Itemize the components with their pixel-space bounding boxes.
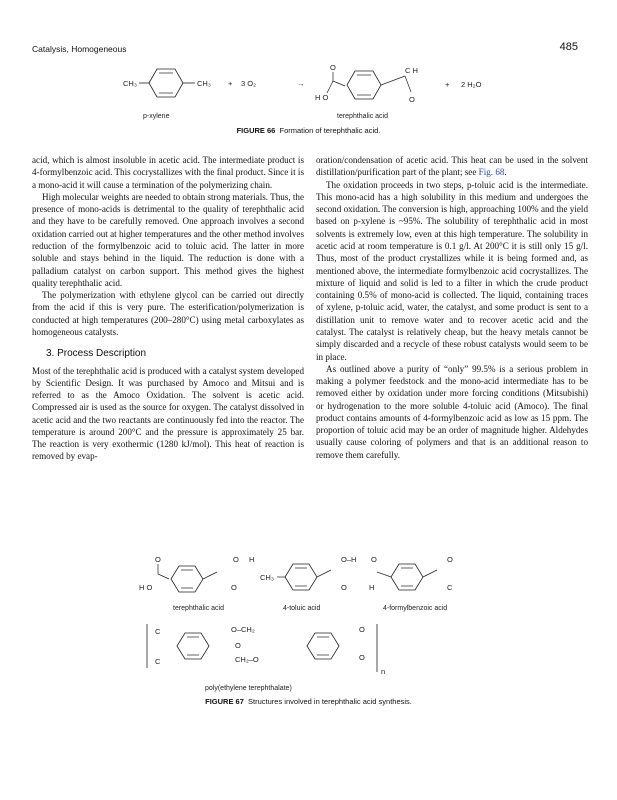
atom-o: O (359, 653, 365, 662)
bond-line (423, 570, 437, 577)
product-o-top: O (330, 63, 336, 72)
bond-line (327, 81, 333, 93)
atom-oh: O–H (341, 555, 357, 564)
product-ho: H O (315, 93, 329, 102)
atom-o: O (155, 555, 161, 564)
bond-line (381, 76, 405, 85)
reactant-ch3-left: CH₃ (123, 79, 137, 88)
paragraph: Most of the terephthalic acid is produced with a catalyst system developed by Scientific Design. It was purchased by Amoco and Mitsui and is referred to as the Amoco Oxidation. The solvent is acetic acid. Compressed air is used as the source for oxygen. The catalyst dissolved in acetic acid and the two reactants are continuously fed into the reactor. The temperature is around 200°C and the pressure is approximately 25 bar. The reaction is very exothermic (1280 kJ/mol). This heat of reaction is removed by evap- (32, 365, 304, 462)
atom-c: C (447, 583, 453, 592)
label-terephthalic-acid: terephthalic acid (337, 113, 388, 120)
figure-67-caption-text: Structures involved in terephthalic acid synthesis. (248, 697, 412, 706)
product-o-bottom: O (409, 95, 415, 104)
atom-o: O (231, 583, 237, 592)
label-pet: poly(ethylene terephthalate) (205, 685, 292, 692)
atom-h: H (249, 555, 255, 564)
label-4-toluic-acid: 4-toluic acid (283, 605, 321, 612)
bond-line (158, 574, 169, 579)
atom-o: O (341, 583, 347, 592)
repeat-n: n (381, 667, 386, 676)
section-heading: 3. Process Description (46, 348, 147, 360)
product-c-h: C H (405, 66, 418, 75)
atom-o: O (447, 555, 453, 564)
page-number: 485 (559, 41, 578, 53)
bond-line (333, 81, 345, 86)
reactant-ch3-right: CH₃ (197, 79, 211, 88)
figure-67-label: FIGURE 67 (205, 697, 244, 706)
paragraph-end: . (504, 167, 507, 178)
plus-sign: + (228, 79, 233, 88)
water-product: 2 H₂O (461, 80, 482, 89)
paragraph-text: oration/condensation of acetic acid. This heat can be used in the solvent distillation/purification part of the plant; see (316, 155, 588, 178)
reaction-arrow: → (297, 79, 305, 88)
paragraph: As outlined above a purity of “only” 99.5% is a serious problem in making a polymer feedstock and the mono-acid intermediate has to be removed either by oxidation under more forcing conditions (Mitsubishi) or hydrogenation to the more soluble 4-toluic acid (Amoco). The final product contains amounts of 4-formylbenzoic acid as low as 15 ppm. The proportion of toluic acid may be an order of magnitude higher. Aldehydes usually cause coloring of polymers and that is an additional reason to remove them carefully. (316, 363, 588, 460)
ch2-ether: CH₂–O (235, 655, 259, 664)
figure-67-caption (0, 697, 617, 706)
paragraph (316, 154, 588, 179)
bond-line (317, 570, 331, 577)
figure-68-link[interactable]: Fig. 68 (478, 167, 505, 178)
atom-c: C (155, 627, 161, 636)
label-p-xylene: p-xylene (143, 113, 170, 120)
bond-line (377, 572, 391, 577)
running-title: Catalysis, Homogeneous (32, 44, 127, 54)
methyl: CH₃ (260, 573, 274, 582)
atom-o: O (359, 625, 365, 634)
figure-67-structures (125, 548, 495, 696)
figure-66-reaction (115, 56, 515, 122)
ether-ch2: O–CH₂ (231, 625, 255, 634)
label-4-formylbenzoic-acid: 4-formylbenzoic acid (383, 605, 448, 612)
paragraph: The oxidation proceeds in two steps, p-toluic acid is the intermediate. This mono-acid has a high solubility in this medium and undergoes the second oxidation. The conversion is high, approaching 100% and the yield based on p-xylene is ~95%. The solubility of terephthalic acid in most solvents is extremely low, even at this high temperature. The solubility in acetic acid at room temperature is 0.1 g/l. At 200°C it is still only 15 g/l. Thus, most of the product crystallizes while it is being formed and, as mentioned above, the intermediate formylbenzoic acid cocrystallizes. The mixture of liquid and solid is led to a filter in which the crude product containing 0.5% of mono-acid is collected. The liquid, containing traces of xylene, p-toluic acid, water, the catalyst, and some product is sent to a distillation unit to remove water and to recover acetic acid and the catalyst. The catalyst is relatively cheap, but the heavy metals cannot be simply discarded and a recycle of these robust catalysts would seem to be in place. (316, 179, 588, 362)
atom-o: O (371, 555, 377, 564)
bond-line (203, 572, 217, 579)
figure-66-caption-text: Formation of terephthalic acid. (279, 126, 381, 135)
left-column (32, 154, 304, 463)
figure-66-label: FIGURE 66 (236, 126, 276, 135)
atom-o: O (233, 555, 239, 564)
plus-sign-2: + (445, 80, 450, 89)
label-terephthalic-acid: terephthalic acid (173, 605, 224, 612)
atom-h: H (369, 583, 375, 592)
oxygen-reactant: 3 O₂ (241, 79, 256, 88)
atom-ho: H O (139, 583, 153, 592)
figure-66-caption (0, 126, 617, 135)
bond-line (405, 76, 411, 92)
atom-c: C (155, 657, 161, 666)
atom-o: O (235, 641, 241, 650)
paragraph: High molecular weights are needed to obtain strong materials. Thus, the presence of mono-acids is detrimental to the quality of terephthalic acid and they have to be carefully removed. One approach involves a second oxidation carried out at higher temperatures and the other method involves reduction of the formylbenzoic acid to toluic acid. The latter in more soluble and stays behind in the liquid. The reduction is done with a palladium catalyst on carbon support. This method gives the highest quality terephthalic acid. (32, 191, 304, 288)
right-column (316, 154, 588, 461)
paragraph: The polymerization with ethylene glycol can be carried out directly from the acid if this is very pure. The esterification/polymerization is conducted at high temperatures (200–280°C) using metal carboxylates as homogeneous catalysts. (32, 290, 304, 337)
paragraph: acid, which is almost insoluble in acetic acid. The intermediate product is 4-formylbenzoic acid. This cocrystallizes with the final product. Since it is a mono-acid it will cause a termination of the polymerizing chain. (32, 155, 304, 190)
